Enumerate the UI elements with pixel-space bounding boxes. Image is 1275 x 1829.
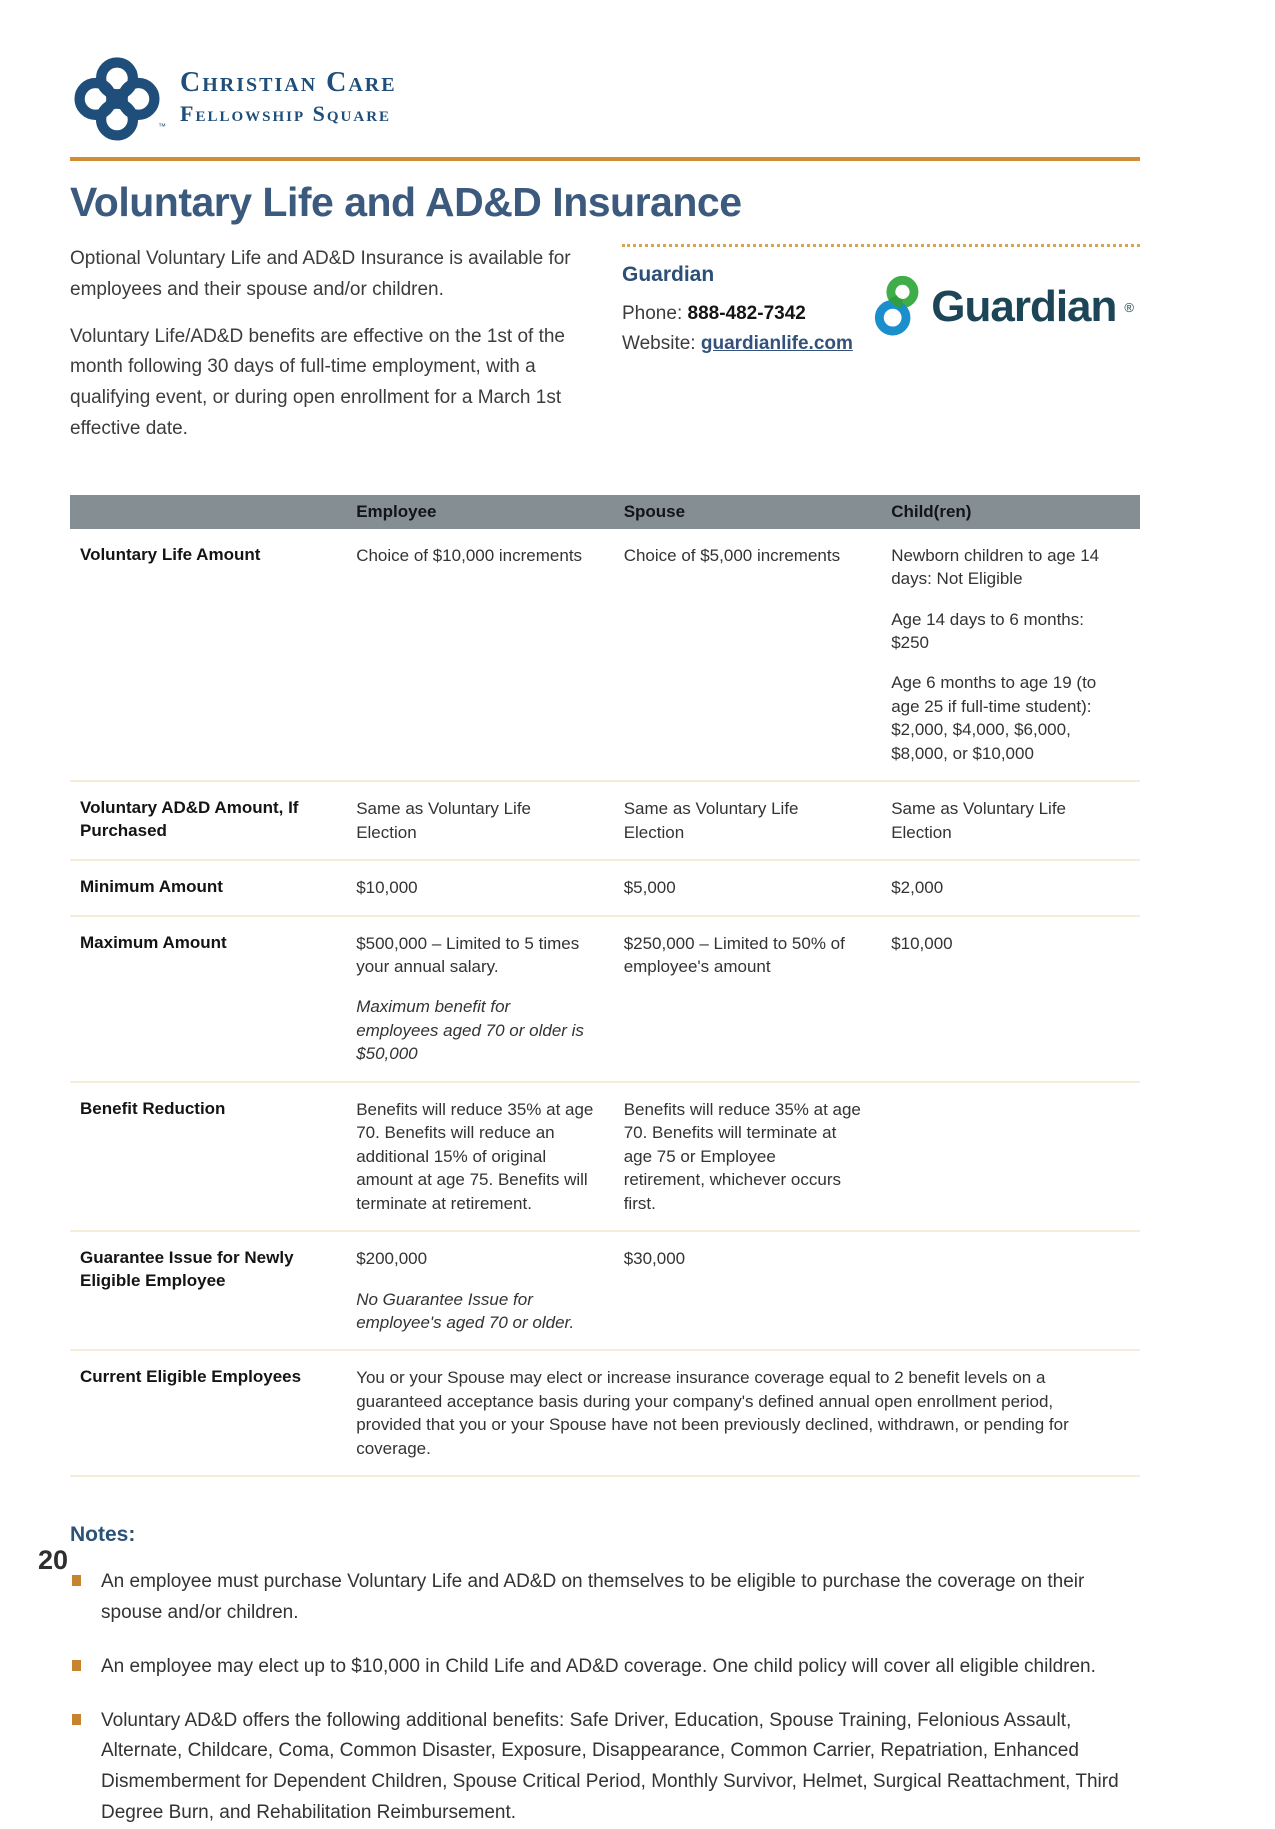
list-item <box>70 1706 1128 1829</box>
row-label: Current Eligible Employees <box>70 1350 348 1476</box>
cell-text: $30,000 <box>623 1249 686 1269</box>
header-employee: Employee <box>348 495 616 529</box>
list-item <box>70 1567 1128 1629</box>
spouse-cell <box>616 860 884 915</box>
phone-number: 888-482-7342 <box>687 303 806 324</box>
cell-text: You or your Spouse may elect or increase insurance coverage equal to 2 benefit levels on a guaranteed acceptance basis during your company's defined annual open enrollment period, provided that you or your Spouse have not been previously declined, withdrawn, or pending for coverage. <box>356 1368 1069 1458</box>
header-children: Child(ren) <box>883 495 1140 529</box>
registered-symbol: ® <box>1124 299 1134 315</box>
bullet-square-icon <box>72 1575 81 1586</box>
row-label: Voluntary AD&D Amount, If Purchased <box>70 781 348 860</box>
cell-text: $2,000 <box>891 878 944 898</box>
row-label: Maximum Amount <box>70 916 348 1082</box>
table-row <box>70 1350 1140 1476</box>
child-cell <box>883 529 1140 782</box>
cell-text: Choice of $10,000 increments <box>356 545 583 565</box>
table-row <box>70 860 1140 915</box>
row-label: Benefit Reduction <box>70 1082 348 1231</box>
guardian-wordmark: Guardian <box>931 282 1117 331</box>
intro-paragraph-2: Voluntary Life/AD&D benefits are effective on the 1st of the month following 30 days of full-time employment, with a qualifying event, or during open enrollment for a March 1st effective date. <box>70 325 566 439</box>
christian-care-logo-icon <box>70 55 164 141</box>
row-label: Guarantee Issue for Newly Eligible Employee <box>70 1231 348 1350</box>
row-label: Minimum Amount <box>70 860 348 915</box>
cell-text: $500,000 – Limited to 5 times your annual salary. <box>356 933 580 977</box>
table-row <box>70 1231 1140 1350</box>
benefits-table <box>70 495 1140 1478</box>
table-row <box>70 781 1140 860</box>
knot-icon <box>70 55 164 141</box>
employee-cell <box>348 1231 616 1350</box>
brand-name-line1: Christian Care <box>180 67 397 98</box>
employee-cell <box>348 781 616 860</box>
full-width-cell <box>348 1350 1140 1476</box>
spouse-cell <box>616 781 884 860</box>
cell-text: Benefits will reduce 35% at age 70. Benefits will reduce an additional 15% of original amount at age 75. Benefits will terminate at retirement. <box>356 1099 594 1213</box>
website-link[interactable]: guardianlife.com <box>700 333 853 354</box>
intro-text <box>70 244 590 461</box>
note-text: An employee may elect up to $10,000 in Child Life and AD&D coverage. One child policy will cover all eligible children. <box>101 1655 1096 1677</box>
spouse-cell <box>616 1231 884 1350</box>
cell-text: Age 14 days to 6 months: $250 <box>891 609 1084 652</box>
cell-text: $10,000 <box>356 878 418 898</box>
child-cell <box>883 781 1140 860</box>
intro-section <box>70 244 1140 461</box>
page-number: 20 <box>38 1545 69 1575</box>
header-blank <box>70 495 348 529</box>
trademark-symbol: ™ <box>158 122 166 131</box>
cell-text: Same as Voluntary Life Election <box>891 799 1067 842</box>
spouse-cell <box>616 1082 884 1231</box>
provider-phone-line <box>622 303 853 325</box>
spouse-cell <box>616 916 884 1082</box>
header-brand <box>70 55 1140 141</box>
guardian-logo <box>873 261 1140 339</box>
employee-cell <box>348 916 616 1082</box>
provider-contact <box>622 261 853 363</box>
cell-text: $250,000 – Limited to 50% of employee's amount <box>623 933 845 977</box>
cell-note-italic: No Guarantee Issue for employee's aged 70 or older. <box>356 1289 575 1333</box>
cell-text: Choice of $5,000 increments <box>623 545 841 565</box>
website-label: Website: <box>622 333 696 354</box>
table-header-row <box>70 495 1140 529</box>
bullet-square-icon <box>72 1660 81 1671</box>
employee-cell <box>348 860 616 915</box>
table-row <box>70 529 1140 782</box>
child-cell <box>883 860 1140 915</box>
provider-name: Guardian <box>622 263 715 286</box>
note-text: An employee must purchase Voluntary Life and AD&D on themselves to be eligible to purchase the coverage on their spouse and/or children. <box>101 1571 1085 1624</box>
notes-heading: Notes: <box>70 1523 136 1547</box>
header-spouse: Spouse <box>616 495 884 529</box>
cell-text: $200,000 <box>356 1249 428 1269</box>
child-cell <box>883 916 1140 1082</box>
guardian-logomark-icon <box>873 275 923 339</box>
provider-website-line <box>622 333 853 355</box>
list-item <box>70 1652 1128 1683</box>
intro-paragraph-1: Optional Voluntary Life and AD&D Insurance is available for employees and their spouse and/or children. <box>70 248 571 300</box>
table-row <box>70 1082 1140 1231</box>
cell-text: $10,000 <box>891 933 953 953</box>
employee-cell <box>348 1082 616 1231</box>
bullet-square-icon <box>72 1714 81 1725</box>
notes-section <box>70 1523 1140 1828</box>
cell-text: Age 6 months to age 19 (to age 25 if full-time student): $2,000, $4,000, $6,000, $8,000, or $10,000 <box>891 673 1097 763</box>
child-cell <box>883 1231 1140 1350</box>
cell-text: Newborn children to age 14 days: Not Eligible <box>891 545 1100 589</box>
cell-text: Same as Voluntary Life Election <box>356 799 532 842</box>
provider-panel <box>622 244 1140 461</box>
cell-note-italic: Maximum benefit for employees aged 70 or older is $50,000 <box>356 997 584 1064</box>
phone-label: Phone: <box>622 303 683 324</box>
orange-divider <box>70 157 1140 161</box>
table-row <box>70 916 1140 1082</box>
child-cell <box>883 1082 1140 1231</box>
spouse-cell <box>616 529 884 782</box>
page-title: Voluntary Life and AD&D Insurance <box>70 179 742 225</box>
brand-name <box>180 67 397 127</box>
brand-name-line2: Fellowship Square <box>180 101 392 126</box>
cell-text: $5,000 <box>623 878 676 898</box>
row-label: Voluntary Life Amount <box>70 529 348 782</box>
employee-cell <box>348 529 616 782</box>
cell-text: Benefits will reduce 35% at age 70. Benefits will terminate at age 75 or Employee retirement, whichever occurs first. <box>623 1099 861 1213</box>
note-text: Voluntary AD&D offers the following additional benefits: Safe Driver, Education, Spouse Training, Felonious Assault, Alternate, Childcare, Coma, Common Disaster, Exposure, Disappearance, Common Carrier, Repatriation, Enhanced Dismemberment for Dependent Children, Spouse Critical Period, Monthly Survivor, Helmet, Surgical Reattachment, Third Degree Burn, and Rehabilitation Reimbursement. <box>101 1709 1119 1823</box>
cell-text: Same as Voluntary Life Election <box>623 799 799 842</box>
